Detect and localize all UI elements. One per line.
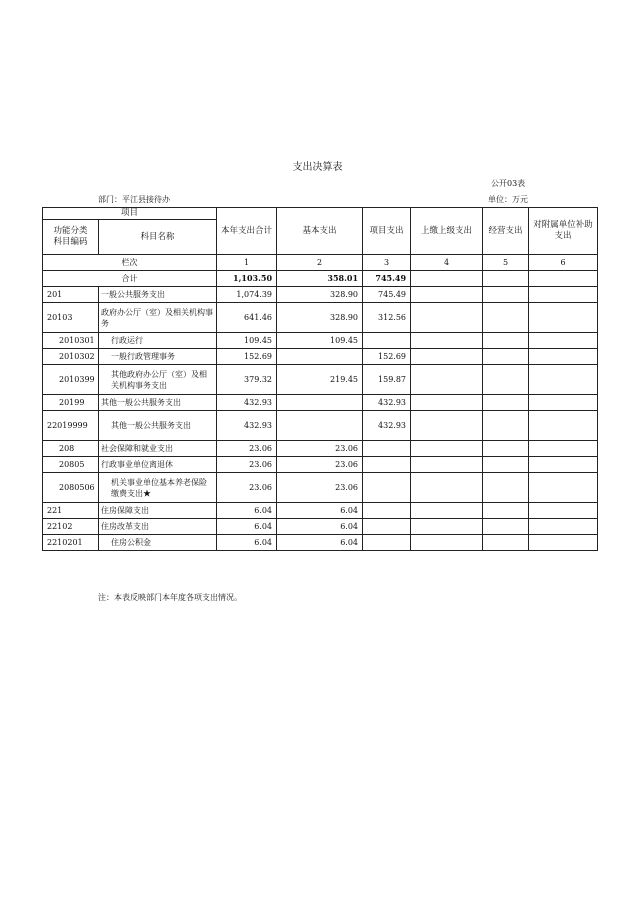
subject-code: 20103	[43, 303, 99, 333]
value-cell	[411, 519, 483, 535]
table-row	[43, 395, 598, 411]
value-cell: 432.93	[363, 411, 411, 441]
value-cell: 6.04	[277, 535, 363, 551]
value-cell: 6.04	[277, 503, 363, 519]
subject-name: 行政事业单位离退休	[99, 457, 217, 473]
value-cell	[411, 365, 483, 395]
subject-name: 住房保障支出	[99, 503, 217, 519]
total-cell	[411, 271, 483, 287]
value-cell: 312.56	[363, 303, 411, 333]
form-number: 公开03表	[491, 179, 526, 188]
index-label: 栏次	[43, 255, 217, 271]
total-cell: 1,103.50	[217, 271, 277, 287]
index-cell: 1	[217, 255, 277, 271]
index-cell: 2	[277, 255, 363, 271]
subject-name: 一般公共服务支出	[99, 287, 217, 303]
header-col6: 对附属单位补助支出	[529, 208, 598, 255]
value-cell	[411, 411, 483, 441]
expenditure-table	[42, 207, 598, 551]
value-cell: 328.90	[277, 303, 363, 333]
table-row	[43, 519, 598, 535]
table-row	[43, 349, 598, 365]
value-cell: 159.87	[363, 365, 411, 395]
subject-name: 其他一般公共服务支出	[99, 395, 217, 411]
value-cell	[483, 535, 529, 551]
value-cell	[411, 535, 483, 551]
value-cell	[483, 365, 529, 395]
value-cell	[277, 395, 363, 411]
header-func-code: 功能分类 科目编码	[43, 220, 99, 255]
value-cell	[411, 349, 483, 365]
unit-label: 单位：万元	[488, 195, 528, 204]
value-cell	[363, 519, 411, 535]
subject-code: 2010399	[43, 365, 99, 395]
subject-code: 2010301	[43, 333, 99, 349]
index-cell: 4	[411, 255, 483, 271]
value-cell: 23.06	[217, 441, 277, 457]
value-cell	[529, 519, 598, 535]
subject-code: 22019999	[43, 411, 99, 441]
subject-name: 政府办公厅（室）及相关机构事务	[99, 303, 217, 333]
page-title: 支出决算表	[292, 162, 343, 173]
value-cell: 23.06	[277, 457, 363, 473]
value-cell	[529, 535, 598, 551]
value-cell: 432.93	[217, 395, 277, 411]
table-row	[43, 303, 598, 333]
total-label: 合计	[43, 271, 217, 287]
value-cell	[411, 303, 483, 333]
index-row	[43, 255, 598, 271]
value-cell: 432.93	[363, 395, 411, 411]
subject-name: 其他一般公共服务支出	[99, 411, 217, 441]
value-cell: 23.06	[277, 441, 363, 457]
value-cell	[529, 333, 598, 349]
value-cell	[411, 441, 483, 457]
value-cell: 1,074.39	[217, 287, 277, 303]
value-cell	[483, 473, 529, 503]
subject-name: 住房公积金	[99, 535, 217, 551]
table-row	[43, 411, 598, 441]
table-row	[43, 503, 598, 519]
value-cell	[363, 333, 411, 349]
value-cell	[411, 473, 483, 503]
value-cell	[529, 365, 598, 395]
value-cell	[483, 287, 529, 303]
table-row	[43, 473, 598, 503]
value-cell: 23.06	[217, 473, 277, 503]
table-row	[43, 535, 598, 551]
value-cell: 109.45	[217, 333, 277, 349]
total-cell: 358.01	[277, 271, 363, 287]
subject-name: 其他政府办公厅（室）及相关机构事务支出	[99, 365, 217, 395]
value-cell: 328.90	[277, 287, 363, 303]
table-row	[43, 333, 598, 349]
subject-name: 社会保障和就业支出	[99, 441, 217, 457]
value-cell	[483, 395, 529, 411]
value-cell	[277, 349, 363, 365]
value-cell	[529, 411, 598, 441]
value-cell: 109.45	[277, 333, 363, 349]
value-cell	[363, 473, 411, 503]
header-item: 项目	[43, 208, 217, 220]
table-row	[43, 441, 598, 457]
value-cell: 6.04	[217, 519, 277, 535]
value-cell	[529, 287, 598, 303]
value-cell	[363, 457, 411, 473]
value-cell	[483, 457, 529, 473]
value-cell: 745.49	[363, 287, 411, 303]
value-cell	[483, 303, 529, 333]
value-cell	[529, 303, 598, 333]
value-cell	[363, 503, 411, 519]
value-cell	[411, 457, 483, 473]
value-cell: 432.93	[217, 411, 277, 441]
value-cell: 379.32	[217, 365, 277, 395]
value-cell	[483, 503, 529, 519]
value-cell: 23.06	[277, 473, 363, 503]
value-cell: 152.69	[217, 349, 277, 365]
value-cell	[483, 519, 529, 535]
department-label: 部门：平江县接待办	[98, 195, 170, 204]
header-col2: 基本支出	[277, 208, 363, 255]
table-row	[43, 365, 598, 395]
value-cell	[411, 395, 483, 411]
index-cell: 3	[363, 255, 411, 271]
index-cell: 6	[529, 255, 598, 271]
value-cell	[483, 441, 529, 457]
subject-name: 住房改革支出	[99, 519, 217, 535]
value-cell	[411, 503, 483, 519]
value-cell: 641.46	[217, 303, 277, 333]
header-subject-name: 科目名称	[99, 220, 217, 255]
value-cell	[529, 349, 598, 365]
table-row	[43, 287, 598, 303]
subject-code: 201	[43, 287, 99, 303]
index-cell: 5	[483, 255, 529, 271]
subject-name: 机关事业单位基本养老保险缴费支出★	[99, 473, 217, 503]
value-cell	[363, 535, 411, 551]
value-cell	[483, 333, 529, 349]
value-cell	[363, 441, 411, 457]
header-col4: 上缴上级支出	[411, 208, 483, 255]
subject-code: 2080506	[43, 473, 99, 503]
header-col5: 经营支出	[483, 208, 529, 255]
total-cell	[529, 271, 598, 287]
total-cell: 745.49	[363, 271, 411, 287]
total-row	[43, 271, 598, 287]
header-col1: 本年支出合计	[217, 208, 277, 255]
value-cell: 6.04	[217, 503, 277, 519]
subject-code: 22102	[43, 519, 99, 535]
value-cell	[529, 457, 598, 473]
subject-code: 20199	[43, 395, 99, 411]
value-cell	[483, 411, 529, 441]
value-cell	[411, 287, 483, 303]
subject-name: 行政运行	[99, 333, 217, 349]
subject-code: 2010302	[43, 349, 99, 365]
subject-code: 208	[43, 441, 99, 457]
header-col3: 项目支出	[363, 208, 411, 255]
value-cell: 152.69	[363, 349, 411, 365]
value-cell	[529, 503, 598, 519]
value-cell	[529, 395, 598, 411]
value-cell	[529, 441, 598, 457]
footnote: 注：本表反映部门本年度各项支出情况。	[98, 593, 242, 602]
subject-code: 221	[43, 503, 99, 519]
value-cell: 6.04	[217, 535, 277, 551]
subject-name: 一般行政管理事务	[99, 349, 217, 365]
value-cell	[411, 333, 483, 349]
value-cell: 6.04	[277, 519, 363, 535]
value-cell	[529, 473, 598, 503]
value-cell: 23.06	[217, 457, 277, 473]
subject-code: 2210201	[43, 535, 99, 551]
total-cell	[483, 271, 529, 287]
value-cell: 219.45	[277, 365, 363, 395]
subject-code: 20805	[43, 457, 99, 473]
value-cell	[277, 411, 363, 441]
table-row	[43, 457, 598, 473]
value-cell	[483, 349, 529, 365]
